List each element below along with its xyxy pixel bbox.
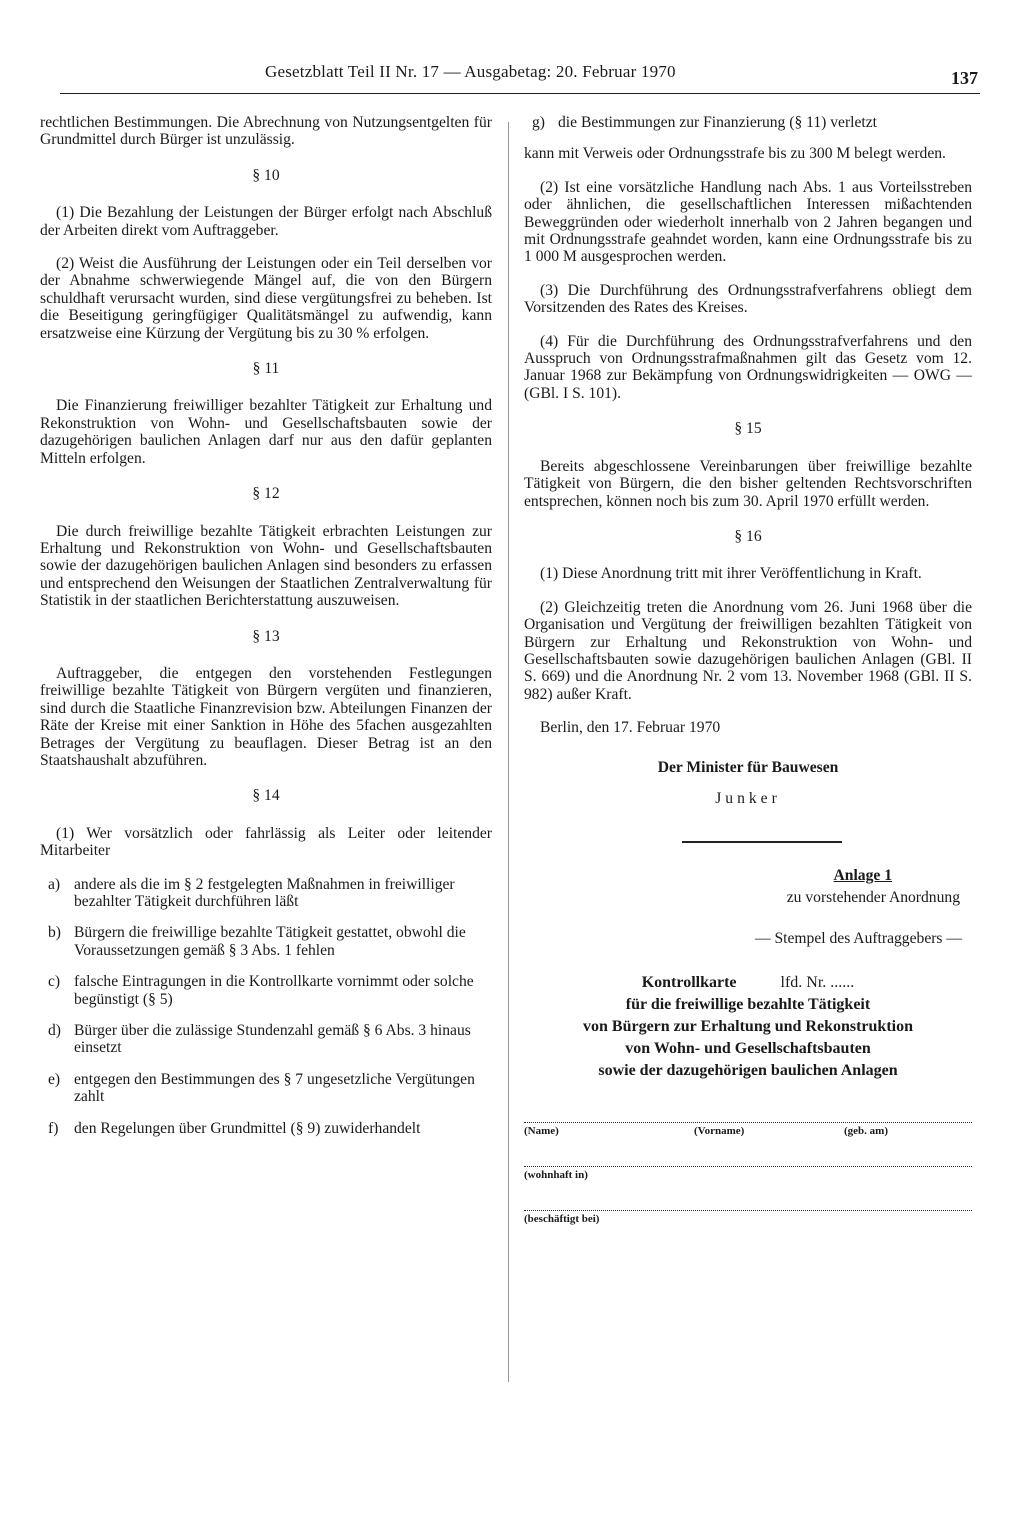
kontrollkarte-title-block bbox=[524, 972, 972, 1082]
section-16-paragraph-2: (2) Gleichzeitig treten die Anordnung vom 26. Juni 1968 über die Organisation und Vergütung der freiwilligen bezahlten Tätigkeit von Bürgern zur Erhaltung und Rekonstruktion von Wohn- und Gesellschaftsbauten sowie dazugehörigen baulichen Anlagen (GBl. II S. 669) und die Anordnung Nr. 2 vom 13. November 1968 (GBl. II S. 982) außer Kraft. bbox=[524, 598, 972, 703]
right-column bbox=[524, 114, 972, 1226]
section-11-paragraph-1: Die Finanzierung freiwilliger bezahlter Tätigkeit zur Erhaltung und Rekonstruktion von Wohn- und Gesellschaftsbauten sowie der dazugehörigen baulichen Anlagen darf nur aus den dafür geplanten Mitteln erfolgen. bbox=[40, 397, 492, 467]
section-15-heading: § 15 bbox=[734, 420, 762, 438]
kontrollkarte-line-3: von Bürgern zur Erhaltung und Rekonstruktion bbox=[583, 1017, 913, 1035]
section-11-heading: § 11 bbox=[252, 360, 280, 378]
anlage-subtitle: zu vorstehender Anordnung bbox=[786, 888, 960, 906]
list-item-text: andere als die im § 2 festgelegten Maßnahmen in freiwilliger bezahlter Tätigkeit durchführen läßt bbox=[74, 875, 455, 910]
section-12-heading: § 12 bbox=[252, 485, 280, 503]
form-label-name: (Name) bbox=[524, 1124, 559, 1137]
form-line-beschaeftigt bbox=[524, 1184, 972, 1211]
list-item bbox=[40, 876, 492, 911]
section-15-paragraph-1: Bereits abgeschlossene Vereinbarungen über freiwillige bezahlte Tätigkeit von Bürgern, die den bisher geltenden Rechtsvorschriften entsprechen, können noch bis zum 30. April 1970 erfüllt werden. bbox=[524, 457, 972, 510]
anlage-title: Anlage 1 bbox=[833, 867, 892, 885]
kontrollkarte-line-5: sowie der dazugehörigen baulichen Anlagen bbox=[598, 1061, 898, 1079]
section-10-paragraph-1: (1) Die Bezahlung der Leistungen der Bürger erfolgt nach Abschluß der Arbeiten direkt vom Auftraggeber. bbox=[40, 204, 492, 239]
form-block bbox=[524, 1096, 972, 1226]
form-labels-row bbox=[524, 1125, 972, 1138]
section-12-paragraph-1: Die durch freiwillige bezahlte Tätigkeit erbrachten Leistungen zur Erhaltung und Rekonstruktion von Wohn- und Gesellschaftsbauten sowie der dazugehörigen baulichen Anlagen sind besonders zu erfassen und entsprechend den Weisungen der Staatlichen Zentralverwaltung für Statistik in der staatlichen Berichterstattung auszuweisen. bbox=[40, 522, 492, 610]
section-10-paragraph-2: (2) Weist die Ausführung der Leistungen oder ein Teil derselben vor der Abnahme schwerwiegende Mängel auf, die von den Bürgern schuldhaft verursacht wurden, sind diese vergütungsfrei zu beheben. Ist die Beseitigung geringfügiger Qualitätsmängel zu aufwendig, kann ersatzweise eine Kürzung der Vergütung bis zu 30 % erfolgen. bbox=[40, 255, 492, 342]
list-item bbox=[40, 1022, 492, 1057]
list-item-mark: a) bbox=[48, 875, 61, 893]
list-item-text: Bürgern die freiwillige bezahlte Tätigkeit gestattet, obwohl die Voraussetzungen gemäß § 3 Abs. 1 fehlen bbox=[74, 924, 466, 959]
list-item-mark: c) bbox=[48, 973, 61, 991]
place-date: Berlin, den 17. Februar 1970 bbox=[540, 719, 721, 737]
list-item bbox=[40, 1120, 492, 1137]
list-item-mark: g) bbox=[532, 114, 545, 131]
left-column bbox=[40, 114, 492, 1151]
header-rule bbox=[60, 93, 980, 94]
signer-name: Junker bbox=[715, 789, 781, 807]
list-item-mark: e) bbox=[48, 1070, 61, 1088]
section-13-paragraph-1: Auftraggeber, die entgegen den vorstehenden Festlegungen freiwillige bezahlte Tätigkeit von Bürgern vergüten und finanzieren, sind durch die Staatliche Finanzrevision bzw. Abteilungen Finanzen der Räte der Kreise mit einer Sanktion in Höhe des 5fachen ausgezahlten Betrages der Vergütung zu beauflagen. Dieser Betrag ist an den Staatshaushalt abzuführen. bbox=[40, 664, 492, 769]
lfd-nr-label: lfd. Nr. ...... bbox=[780, 973, 855, 991]
form-label-vorname: (Vorname) bbox=[694, 1124, 745, 1137]
list-item bbox=[40, 924, 492, 959]
section-14-heading: § 14 bbox=[252, 787, 280, 805]
section-14-paragraph-3: (3) Die Durchführung des Ordnungsstrafverfahrens obliegt dem Vorsitzenden des Rates des Kreises. bbox=[524, 281, 972, 317]
section-16-paragraph-1: (1) Diese Anordnung tritt mit ihrer Veröffentlichung in Kraft. bbox=[540, 565, 922, 583]
list-item-text: die Bestimmungen zur Finanzierung (§ 11) verletzt bbox=[558, 114, 878, 131]
list-item bbox=[524, 114, 972, 131]
section-14-paragraph-4: (4) Für die Durchführung des Ordnungsstrafverfahrens und den Ausspruch von Ordnungsstrafmaßnahmen gilt das Gesetz vom 12. Januar 1968 zur Bekämpfung von Ordnungswidrigkeiten — OWG — (GBl. I S. 101). bbox=[524, 332, 972, 402]
separator-rule bbox=[682, 841, 842, 843]
kontrollkarte-line-4: von Wohn- und Gesellschaftsbauten bbox=[625, 1039, 871, 1057]
list-item bbox=[40, 973, 492, 1008]
list-item-text: den Regelungen über Grundmittel (§ 9) zuwiderhandelt bbox=[74, 1119, 421, 1137]
section-14-paragraph-2: (2) Ist eine vorsätzliche Handlung nach Abs. 1 aus Vorteilsstreben oder ähnlichen, die gesellschaftlichen Interessen mißachtenden Beweggründen oder wiederholt innerhalb von 2 Jahren begangen und mit Ordnungsstrafe geahndet worden, kann eine Ordnungsstrafe bis zu 1 000 M ausgesprochen werden. bbox=[524, 178, 972, 266]
section-13-heading: § 13 bbox=[252, 627, 280, 645]
kontrollkarte-line-2: für die freiwillige bezahlte Tätigkeit bbox=[625, 995, 871, 1013]
form-label-wohnhaft: (wohnhaft in) bbox=[524, 1168, 588, 1181]
kontrollkarte-title-line bbox=[524, 972, 972, 994]
list-item-text: Bürger über die zulässige Stundenzahl gemäß § 6 Abs. 3 hinaus einsetzt bbox=[74, 1022, 471, 1057]
form-line-wohnhaft bbox=[524, 1140, 972, 1167]
list-item-text: entgegen den Bestimmungen des § 7 ungesetzliche Vergütungen zahlt bbox=[74, 1070, 475, 1106]
list-item-mark: b) bbox=[48, 924, 61, 942]
form-label-beschaeftigt: (beschäftigt bei) bbox=[524, 1212, 600, 1225]
list-item-text: falsche Eintragungen in die Kontrollkarte vornimmt oder solche begünstigt (§ 5) bbox=[74, 973, 474, 1008]
form-label-geb: (geb. am) bbox=[844, 1124, 888, 1137]
section-14-continuation: kann mit Verweis oder Ordnungsstrafe bis zu 300 M belegt werden. bbox=[524, 145, 946, 163]
stempel-label: — Stempel des Auftraggebers — bbox=[754, 930, 962, 948]
list-item-mark: f) bbox=[48, 1119, 59, 1137]
minister-title: Der Minister für Bauwesen bbox=[657, 758, 839, 776]
intro-paragraph: rechtlichen Bestimmungen. Die Abrechnung von Nutzungsentgelten für Grundmittel durch Bürger ist unzulässig. bbox=[40, 114, 492, 149]
header-title: Gesetzblatt Teil II Nr. 17 — Ausgabetag: 20. Februar 1970 bbox=[265, 62, 676, 81]
column-divider bbox=[508, 122, 509, 1382]
list-item bbox=[40, 1071, 492, 1106]
section-10-heading: § 10 bbox=[252, 166, 280, 184]
section-14-paragraph-1: (1) Wer vorsätzlich oder fahrlässig als Leiter oder leitender Mitarbeiter bbox=[40, 824, 492, 860]
kontrollkarte-title: Kontrollkarte bbox=[641, 973, 737, 991]
page-header bbox=[60, 62, 980, 94]
form-line-name bbox=[524, 1096, 972, 1123]
section-16-heading: § 16 bbox=[734, 527, 762, 545]
list-item-mark: d) bbox=[48, 1022, 61, 1040]
page-number: 137 bbox=[951, 68, 978, 88]
